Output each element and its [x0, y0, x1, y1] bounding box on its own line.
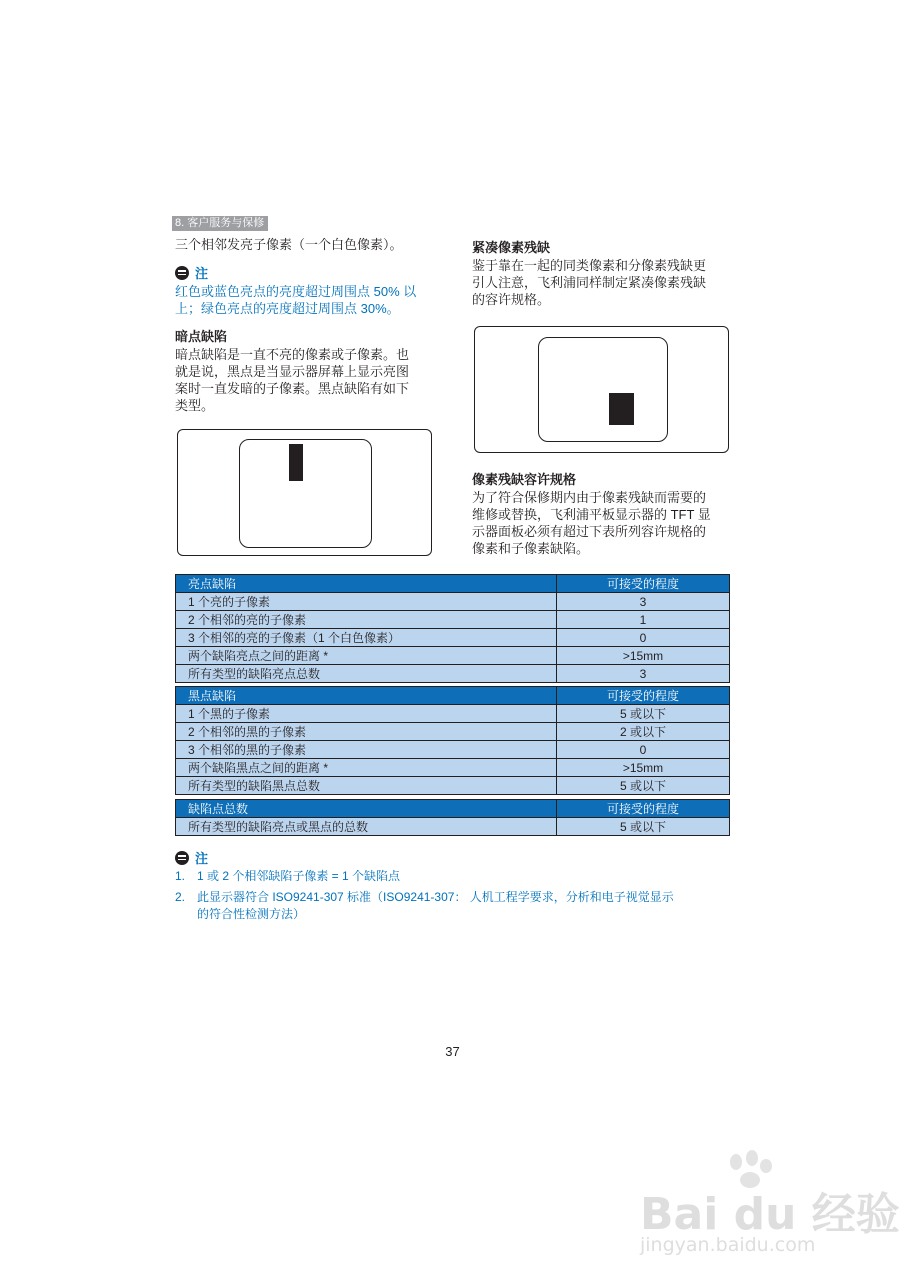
note-line: 上；绿色亮点的亮度超过周围点 30%。	[175, 301, 400, 316]
paragraph-line: 类型。	[175, 398, 215, 413]
note-text	[175, 283, 416, 317]
table-header-cell: 可接受的程度	[557, 800, 730, 818]
table-cell: 2 或以下	[557, 723, 730, 741]
table-cell: 1 个亮的子像素	[176, 593, 557, 611]
table-cell: 2 个相邻的黑的子像素	[176, 723, 557, 741]
table-row	[176, 705, 730, 723]
table-row	[176, 647, 730, 665]
proximity-diagram	[474, 326, 729, 453]
table-row	[176, 611, 730, 629]
table-row	[176, 741, 730, 759]
table-cell: 0	[557, 629, 730, 647]
paragraph-line: 鉴于靠在一起的同类像素和分像素残缺更	[472, 258, 707, 273]
proximity-paragraph	[472, 257, 706, 308]
list-number: 2.	[175, 890, 186, 904]
table-cell: >15mm	[557, 647, 730, 665]
tolerance-paragraph	[472, 489, 711, 557]
list-text: 1 或 2 个相邻缺陷子像素 = 1 个缺陷点	[197, 869, 401, 883]
bottom-note-heading	[175, 848, 208, 867]
paragraph-line: 为了符合保修期内由于像素残缺而需要的	[472, 490, 707, 505]
list-text: 此显示器符合 ISO9241-307 标准（ISO9241-307： 人机工程学要求，分析和电子视觉显示	[197, 890, 674, 904]
paragraph-line: 像素和子像素缺陷。	[472, 541, 590, 556]
table-cell: 两个缺陷黑点之间的距离 *	[176, 759, 557, 777]
table-cell: 3 个相邻的黑的子像素	[176, 741, 557, 759]
note-line: 红色或蓝色亮点的亮度超过周围点 50% 以	[175, 284, 417, 299]
table-header-row	[176, 575, 730, 593]
note-label: 注	[195, 851, 209, 866]
dark-dot-heading: 暗点缺陷	[175, 329, 228, 344]
paragraph-line: 示器面板必须有超过下表所列容许规格的	[472, 524, 707, 539]
table-cell: 0	[557, 741, 730, 759]
table-header-row	[176, 800, 730, 818]
dark-pixel-block	[609, 393, 634, 425]
bottom-note-list	[175, 868, 735, 928]
dark-dot-diagram	[177, 429, 432, 556]
table-cell: 5 或以下	[557, 705, 730, 723]
table-cell: 3	[557, 665, 730, 683]
paragraph-line: 案时一直发暗的子像素。黑点缺陷有如下	[175, 381, 410, 396]
table-cell: 5 或以下	[557, 777, 730, 795]
table-row	[176, 629, 730, 647]
intro-line: 三个相邻发亮子像素（一个白色像素）。	[175, 237, 403, 252]
list-text: 的符合性检测方法）	[197, 907, 306, 921]
table-header-row	[176, 687, 730, 705]
dark-subpixel	[289, 444, 303, 481]
watermark-brand: Bai du 经验	[640, 1189, 900, 1240]
table-cell: 1	[557, 611, 730, 629]
table-header-cell: 可接受的程度	[557, 687, 730, 705]
table-header-cell: 可接受的程度	[557, 575, 730, 593]
paragraph-line: 就是说，黑点是当显示器屏幕上显示亮图	[175, 364, 410, 379]
tolerance-heading: 像素残缺容许规格	[472, 472, 577, 487]
section-tag: 8. 客户服务与保修	[172, 216, 268, 231]
note-icon	[175, 266, 189, 280]
paragraph-line: 维修或替换，飞利浦平板显示器的 TFT 显	[472, 507, 711, 522]
table-row	[176, 593, 730, 611]
table-cell: 3	[557, 593, 730, 611]
table-row	[176, 759, 730, 777]
table-header-cell: 缺陷点总数	[176, 800, 557, 818]
dark-dot-table	[175, 686, 730, 795]
note-label: 注	[195, 266, 209, 281]
bright-dot-table	[175, 574, 730, 683]
diagram-screen	[239, 439, 372, 548]
total-defects-table	[175, 799, 730, 836]
page-number: 37	[445, 1044, 460, 1059]
table-cell: 所有类型的缺陷亮点或黑点的总数	[176, 818, 557, 836]
table-cell: >15mm	[557, 759, 730, 777]
table-row	[176, 777, 730, 795]
table-row	[176, 665, 730, 683]
table-cell: 2 个相邻的亮的子像素	[176, 611, 557, 629]
dark-dot-paragraph	[175, 346, 409, 414]
list-number: 1.	[175, 869, 186, 883]
diagram-screen	[538, 337, 668, 442]
paragraph-line: 暗点缺陷是一直不亮的像素或子像素。也	[175, 347, 410, 362]
table-cell: 3 个相邻的亮的子像素（1 个白色像素）	[176, 629, 557, 647]
table-cell: 5 或以下	[557, 818, 730, 836]
table-cell: 所有类型的缺陷亮点总数	[176, 665, 557, 683]
paragraph-line: 引人注意，飞利浦同样制定紧凑像素残缺	[472, 275, 707, 290]
table-header-cell: 亮点缺陷	[176, 575, 557, 593]
proximity-heading: 紧凑像素残缺	[472, 240, 551, 255]
table-header-cell: 黑点缺陷	[176, 687, 557, 705]
table-row	[176, 723, 730, 741]
table-cell: 1 个黑的子像素	[176, 705, 557, 723]
table-cell: 两个缺陷亮点之间的距离 *	[176, 647, 557, 665]
watermark-url: jingyan.baidu.com	[640, 1234, 816, 1256]
baidu-watermark	[640, 1150, 900, 1260]
note-heading	[175, 263, 208, 282]
note-icon	[175, 851, 189, 865]
table-cell: 所有类型的缺陷黑点总数	[176, 777, 557, 795]
paragraph-line: 的容许规格。	[472, 292, 551, 307]
table-row	[176, 818, 730, 836]
